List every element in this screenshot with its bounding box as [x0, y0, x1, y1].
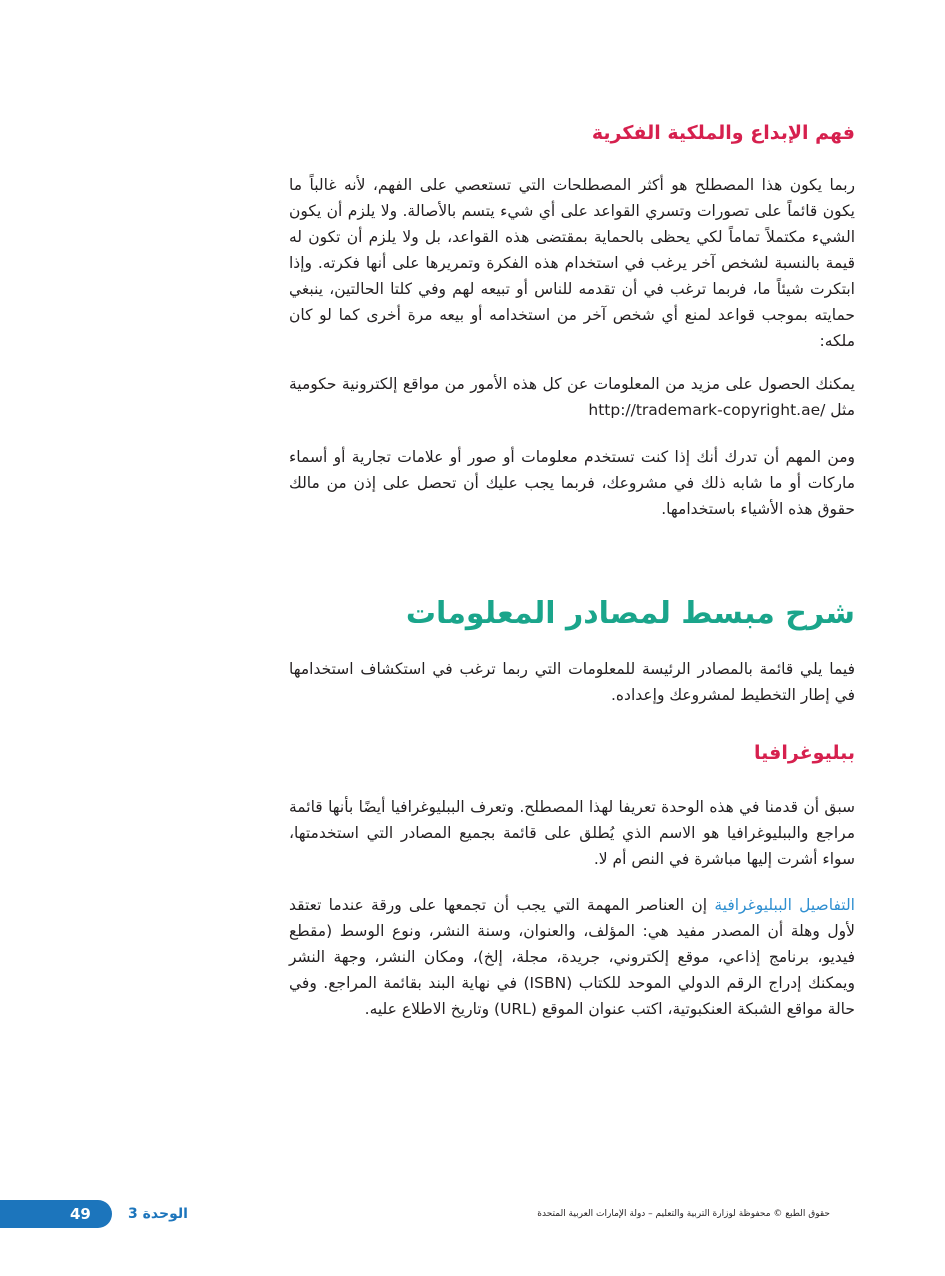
section-heading-intellectual-property: فهم الإبداع والملكية الفكرية	[591, 122, 855, 144]
trademark-url-link[interactable]: http://trademark-copyright.ae/	[588, 401, 826, 419]
bibliographic-details-term: التفاصيل الببليوغرافية	[714, 896, 855, 914]
paragraph-sources-intro: فيما يلي قائمة بالمصادر الرئيسة للمعلومات التي ربما ترغب في استكشاف استخدامها في إطار التخطيط لمشروعك وإعداده.	[289, 660, 855, 704]
paragraph-ip-definition: ربما يكون هذا المصطلح هو أكثر المصطلحات التي تستعصي على الفهم، لأنه غالباً ما يكون قائماً على تصورات وتسري القواعد على أي شيء يتسم بالأصالة. ولا يلزم أن يكون الشيء مكتملاً تماماً لكي يحظى بالحماية بمقتضى هذه القواعد، بل ولا يلزم أن تكون له قيمة بالنسبة لشخص آخر يرغب في استخدام هذه الفكرة وتمريرها على أنها فكرته. وإذا ابتكرت شيئاً ما، فربما ترغب في أن تقدمه للناس أو تبيعه لهم وفي كلتا الحالتين، ينبغي حمايته بموجب قواعد لمنع أي شخص آخر من استخدامه أو بيعه مرة أخرى كما لو كان ملكه:	[289, 176, 855, 350]
paragraph-more-info	[289, 371, 855, 423]
section-heading-sources: شرح مبسط لمصادر المعلومات	[405, 596, 855, 631]
subheading-bibliography: ببليوغرافيا	[754, 742, 855, 764]
paragraph-more-info-text: يمكنك الحصول على مزيد من المعلومات عن كل هذه الأمور من مواقع إلكترونية حكومية مثل	[289, 375, 855, 419]
bibliographic-details-text: إن العناصر المهمة التي يجب أن تجمعها على ورقة عندما تعتقد لأول وهلة أن المصدر مفيد هي: المؤلف، والعنوان، وسنة النشر، ونوع الوسط (مقطع فيديو، برنامج إذاعي، موقع إلكتروني، جريدة، مجلة، إلخ)، ومكان النشر، وجهة النشر ويمكنك إدراج الرقم الدولي الموحد للكتاب (ISBN) في نهاية البند بقائمة المراجع. وفي حالة مواقع الشبكة العنكبوتية، اكتب عنوان الموقع (URL) وتاريخ الاطلاع عليه.	[289, 896, 855, 1018]
unit-label: الوحدة 3	[128, 1206, 188, 1222]
page-number: 49	[70, 1205, 91, 1223]
paragraph-bibliography-definition: سبق أن قدمنا في هذه الوحدة تعريفا لهذا المصطلح. وتعرف الببليوغرافيا أيضًا بأنها قائمة مراجع والببليوغرافيا هو الاسم الذي يُطلق على قائمة بجميع المصادر التي استخدمتها، سواء أشرت إليها مباشرة في النص أم لا.	[289, 798, 855, 868]
paragraph-permission: ومن المهم أن تدرك أنك إذا كنت تستخدم معلومات أو صور أو علامات تجارية أو أسماء ماركات أو ما شابه ذلك في مشروعك، فربما يجب عليك أن تحصل على إذن من مالك حقوق هذه الأشياء باستخدامها.	[289, 448, 855, 518]
paragraph-bibliographic-details	[289, 892, 855, 1022]
copyright-notice: حقوق الطبع © محفوظة لوزارة التربية والتعليم – دولة الإمارات العربية المتحدة	[537, 1209, 830, 1219]
footer-page-tab	[0, 1200, 112, 1228]
